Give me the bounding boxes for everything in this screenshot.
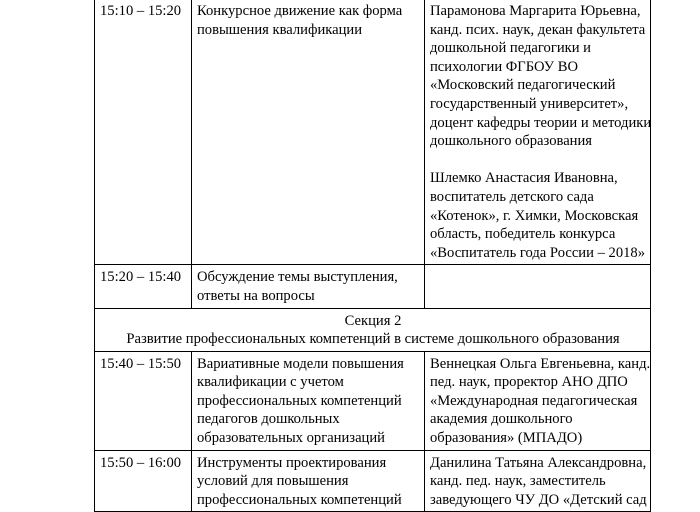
- topic-line: Конкурсное движение как форма: [197, 3, 403, 19]
- table-row: [95, 351, 651, 450]
- table-row: [95, 450, 651, 512]
- speaker-line: дошкольной педагогики и: [430, 40, 591, 57]
- speaker-line: область, победитель конкурса: [430, 226, 616, 243]
- topic-line: Инструменты проектирования: [197, 454, 387, 471]
- speaker-line: Парамонова Маргарита Юрьевна,: [430, 3, 641, 19]
- topic-cell: [192, 265, 425, 308]
- section-title: Секция 2: [344, 312, 402, 329]
- speaker-spacer: [430, 151, 646, 170]
- time-cell: 15:40 – 15:50: [95, 351, 192, 450]
- speaker-line: государственный университет»,: [430, 95, 629, 112]
- topic-cell: [192, 0, 425, 265]
- topic-line: Обсуждение темы выступления,: [197, 269, 398, 286]
- section-cell: [95, 308, 651, 351]
- speaker-cell: [425, 0, 651, 265]
- speaker-line: пед. наук, проректор АНО ДПО: [430, 374, 628, 391]
- speaker-cell: [425, 351, 651, 450]
- section-subtitle: Развитие профессиональных компетенций в системе дошкольного образования: [126, 331, 620, 348]
- speaker-cell: [425, 265, 651, 308]
- speaker-line: образования» (МПАДО): [430, 430, 583, 447]
- speaker-line: канд. пед. наук, заместитель: [430, 473, 606, 490]
- speaker-line: доцент кафедры теории и методики: [430, 114, 652, 131]
- speaker-line: психологии ФГБОУ ВО: [430, 58, 578, 75]
- table-row: [95, 0, 651, 265]
- topic-line: повышения квалификации: [197, 21, 363, 38]
- topic-cell: [192, 351, 425, 450]
- speaker-line: заведующего ЧУ ДО «Детский сад: [430, 491, 647, 508]
- speaker-line: Шлемко Анастасия Ивановна,: [430, 170, 618, 187]
- speaker-line: «Котенок», г. Химки, Московская: [430, 207, 639, 224]
- time-cell: 15:50 – 16:00: [95, 450, 192, 512]
- topic-line: педагогов дошкольных: [197, 411, 340, 428]
- topic-cell: [192, 450, 425, 512]
- topic-line: ответы на вопросы: [197, 287, 315, 304]
- program-table: [94, 0, 651, 512]
- speaker-line: академия дошкольного: [430, 411, 573, 428]
- topic-line: образовательных организаций: [197, 430, 385, 447]
- speaker-line: Данилина Татьяна Александровна,: [430, 454, 647, 471]
- speaker-line: «Международная педагогическая: [430, 392, 638, 409]
- speaker-line: «Московский педагогический: [430, 77, 616, 94]
- speaker-line: воспитатель детского сада: [430, 188, 594, 205]
- topic-line: профессиональных компетенций: [197, 491, 402, 508]
- section-row: [95, 308, 651, 351]
- speaker-line: Веннецкая Ольга Евгеньевна, канд.: [430, 355, 651, 372]
- time-cell: 15:20 – 15:40: [95, 265, 192, 308]
- time-cell: 15:10 – 15:20: [95, 0, 192, 265]
- topic-line: условий для повышения: [197, 473, 349, 490]
- program-table-wrapper: [94, 0, 650, 512]
- topic-line: Вариативные модели повышения: [197, 355, 404, 372]
- speaker-line: «Воспитатель года России – 2018»: [430, 244, 646, 261]
- speaker-line: дошкольного образования: [430, 133, 593, 150]
- topic-line: профессиональных компетенций: [197, 392, 402, 409]
- speaker-line: канд. псих. наук, декан факультета: [430, 21, 646, 38]
- topic-line: квалификации с учетом: [197, 374, 344, 391]
- table-row: [95, 265, 651, 308]
- speaker-cell: [425, 450, 651, 512]
